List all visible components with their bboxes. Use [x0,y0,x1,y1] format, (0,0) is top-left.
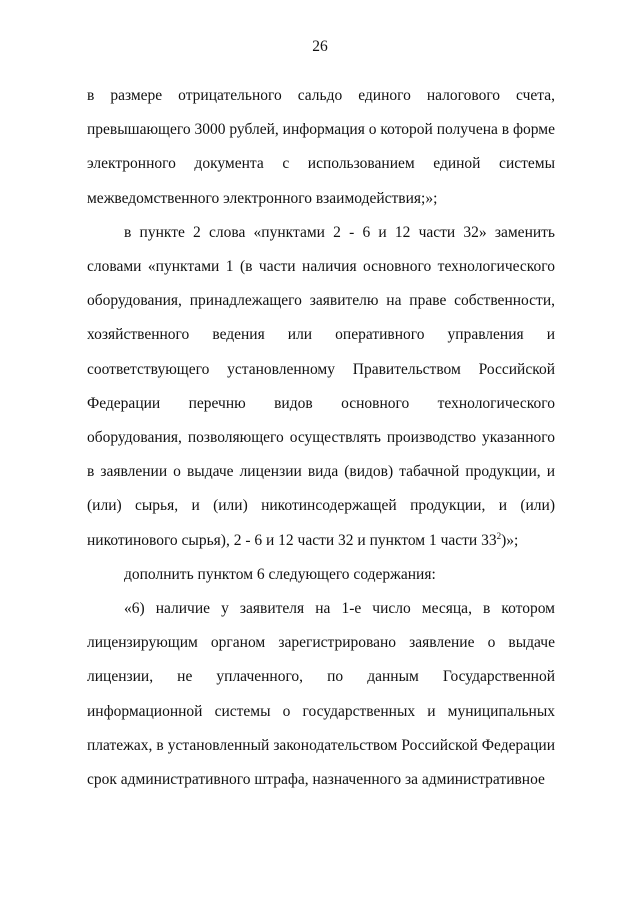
paragraph-point-2-end-text: )»; [501,531,519,549]
paragraph-point-2-main-text: в пункте 2 слова «пунктами 2 - 6 и 12 части 32» заменить словами «пунктами 1 (в части наличия основного технологического оборудования, принадлежащего заявителю на праве собственности, хозяйственного ведения или оперативного управления и соответствующего установленному Правительством Российской Федерации перечню видов основного технологического оборудования, позволяющего осуществлять производство указанного в заявлении о выдаче лицензии вида (видов) табачной продукции, и (или) сырья, и (или) никотинсодержащей продукции, и (или) никотинового сырья), 2 - 6 и 12 части 32 и пунктом 1 части 33 [87,223,555,549]
document-body [87,79,555,797]
paragraph-point-6-content: «6) наличие у заявителя на 1-е число месяца, в котором лицензирующим органом зарегистрировано заявление о выдаче лицензии, не уплаченного, по данным Государственной информационной системы о государственных и муниципальных платежах, в установленный законодательством Российской Федерации срок административного штрафа, назначенного за административное [87,600,555,789]
paragraph-add-point-6: дополнить пунктом 6 следующего содержания: [124,565,436,583]
paragraph-negative-balance: в размере отрицательного сальдо единого налогового счета, превышающего 3000 рублей, информация о которой получена в форме электронного документа с использованием единой системы межведомственного электронного взаимодействия;»; [87,87,555,207]
page-number: 26 [312,38,328,55]
superscript-two: 2 [496,530,502,541]
paragraph-point-2-amendment [87,216,555,558]
